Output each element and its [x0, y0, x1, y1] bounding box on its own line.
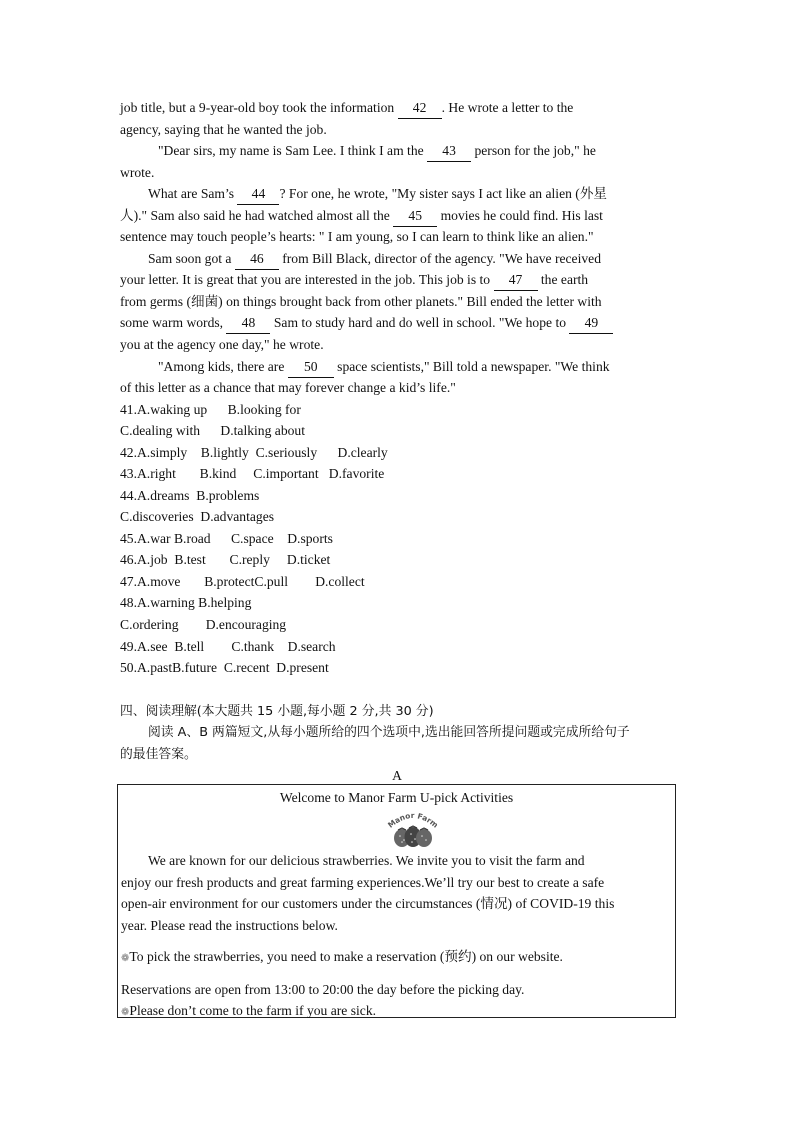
notice-box [117, 784, 676, 1018]
blank-47: 47 [494, 270, 538, 291]
option-line: 50.A.pastB.future C.recent D.present [120, 660, 329, 675]
passage-label-a: A [392, 768, 402, 783]
notice-paragraph: We are known for our delicious strawberries. We invite you to visit the farm and [148, 853, 585, 868]
passage-text: ? For one, he wrote, "My sister says I act like an alien (外星 [279, 186, 608, 201]
blank-45: 45 [393, 206, 437, 227]
passage-line [158, 357, 610, 378]
passage-line [148, 184, 607, 205]
passage-text: What are Sam’s [148, 186, 238, 201]
passage-text: "Among kids, there are [158, 359, 288, 374]
passage-text: "Dear sirs, my name is Sam Lee. I think I am the [158, 143, 428, 158]
passage-text: your letter. It is great that you are interested in the job. This job is to [120, 272, 494, 287]
bullet-icon: ❁ [121, 953, 130, 964]
option-line: 42.A.simply B.lightly C.seriously D.clearly [120, 445, 388, 460]
passage-text: person for the job," he [471, 143, 596, 158]
passage-text: Sam soon got a [148, 251, 235, 266]
blank-42: 42 [398, 98, 442, 119]
passage-line: you at the agency one day," he wrote. [120, 337, 324, 352]
passage-text: the earth [537, 272, 589, 287]
notice-paragraph: open-air environment for our customers under the circumstances (情况) of COVID-19 this [121, 896, 615, 911]
blank-43: 43 [427, 141, 471, 162]
notice-item [121, 1001, 376, 1023]
passage-line [148, 249, 601, 270]
section-instruction: 的最佳答案。 [120, 747, 197, 762]
passage-text: space scientists," Bill told a newspaper. "We think [333, 359, 610, 374]
manor-farm-logo-icon [386, 811, 440, 849]
option-line: 43.A.right B.kind C.important D.favorite [120, 466, 385, 481]
notice-item [121, 947, 563, 969]
option-line: 46.A.job B.test C.reply D.ticket [120, 552, 331, 567]
option-line: C.dealing with D.talking about [120, 423, 306, 438]
passage-line [120, 313, 613, 334]
passage-line: sentence may touch people’s hearts: " I am young, so I can learn to think like an alien." [120, 229, 594, 244]
blank-49: 49 [569, 313, 613, 334]
notice-title: Welcome to Manor Farm U-pick Activities [279, 790, 514, 805]
option-line: 47.A.move B.protectC.pull D.collect [120, 574, 365, 589]
notice-paragraph: enjoy our fresh products and great farming experiences.We’ll try our best to create a safe [121, 875, 605, 890]
option-line: 44.A.dreams B.problems [120, 488, 260, 503]
passage-line [120, 206, 603, 227]
option-line: 49.A.see B.tell C.thank D.search [120, 639, 336, 654]
passage-line: from germs (细菌) on things brought back from other planets." Bill ended the letter with [120, 294, 602, 309]
option-line: 41.A.waking up B.looking for [120, 402, 301, 417]
passage-line [158, 141, 596, 162]
passage-text: 人)." Sam also said he had watched almost all the [120, 208, 394, 223]
passage-text: . He wrote a letter to the [441, 100, 574, 115]
option-line: C.discoveries D.advantages [120, 509, 275, 524]
section-heading: 四、阅读理解(本大题共 15 小题,每小题 2 分,共 30 分) [120, 704, 434, 719]
bullet-icon: ❁ [121, 1007, 130, 1018]
strawberry-shape [416, 829, 432, 847]
passage-line: wrote. [120, 165, 155, 180]
logo-text: Manor Farm [386, 811, 440, 830]
blank-44: 44 [237, 184, 279, 205]
option-line: C.ordering D.encouraging [120, 617, 287, 632]
passage-line [120, 270, 588, 291]
section-instruction: 阅读 A、B 两篇短文,从每小题所给的四个选项中,选出能回答所提问题或完成所给句子 [148, 725, 630, 740]
blank-48: 48 [226, 313, 270, 334]
notice-item-text: Please don’t come to the farm if you are sick. [129, 1003, 377, 1018]
passage-line: agency, saying that he wanted the job. [120, 122, 327, 137]
notice-item: Reservations are open from 13:00 to 20:00 the day before the picking day. [121, 982, 525, 997]
passage-text: from Bill Black, director of the agency. "We have received [278, 251, 601, 266]
passage-line [120, 98, 573, 119]
passage-text: some warm words, [120, 315, 227, 330]
passage-text: job title, but a 9-year-old boy took the information [120, 100, 398, 115]
passage-text: Sam to study hard and do well in school. "We hope to [270, 315, 570, 330]
option-line: 48.A.warning B.helping [120, 595, 252, 610]
passage-line: of this letter as a chance that may forever change a kid’s life." [120, 380, 456, 395]
notice-item-text: To pick the strawberries, you need to make a reservation (预约) on our website. [129, 949, 563, 964]
blank-50: 50 [288, 357, 334, 378]
blank-46: 46 [235, 249, 279, 270]
passage-text: movies he could find. His last [437, 208, 603, 223]
notice-paragraph: year. Please read the instructions below. [121, 918, 338, 933]
option-line: 45.A.war B.road C.space D.sports [120, 531, 333, 546]
